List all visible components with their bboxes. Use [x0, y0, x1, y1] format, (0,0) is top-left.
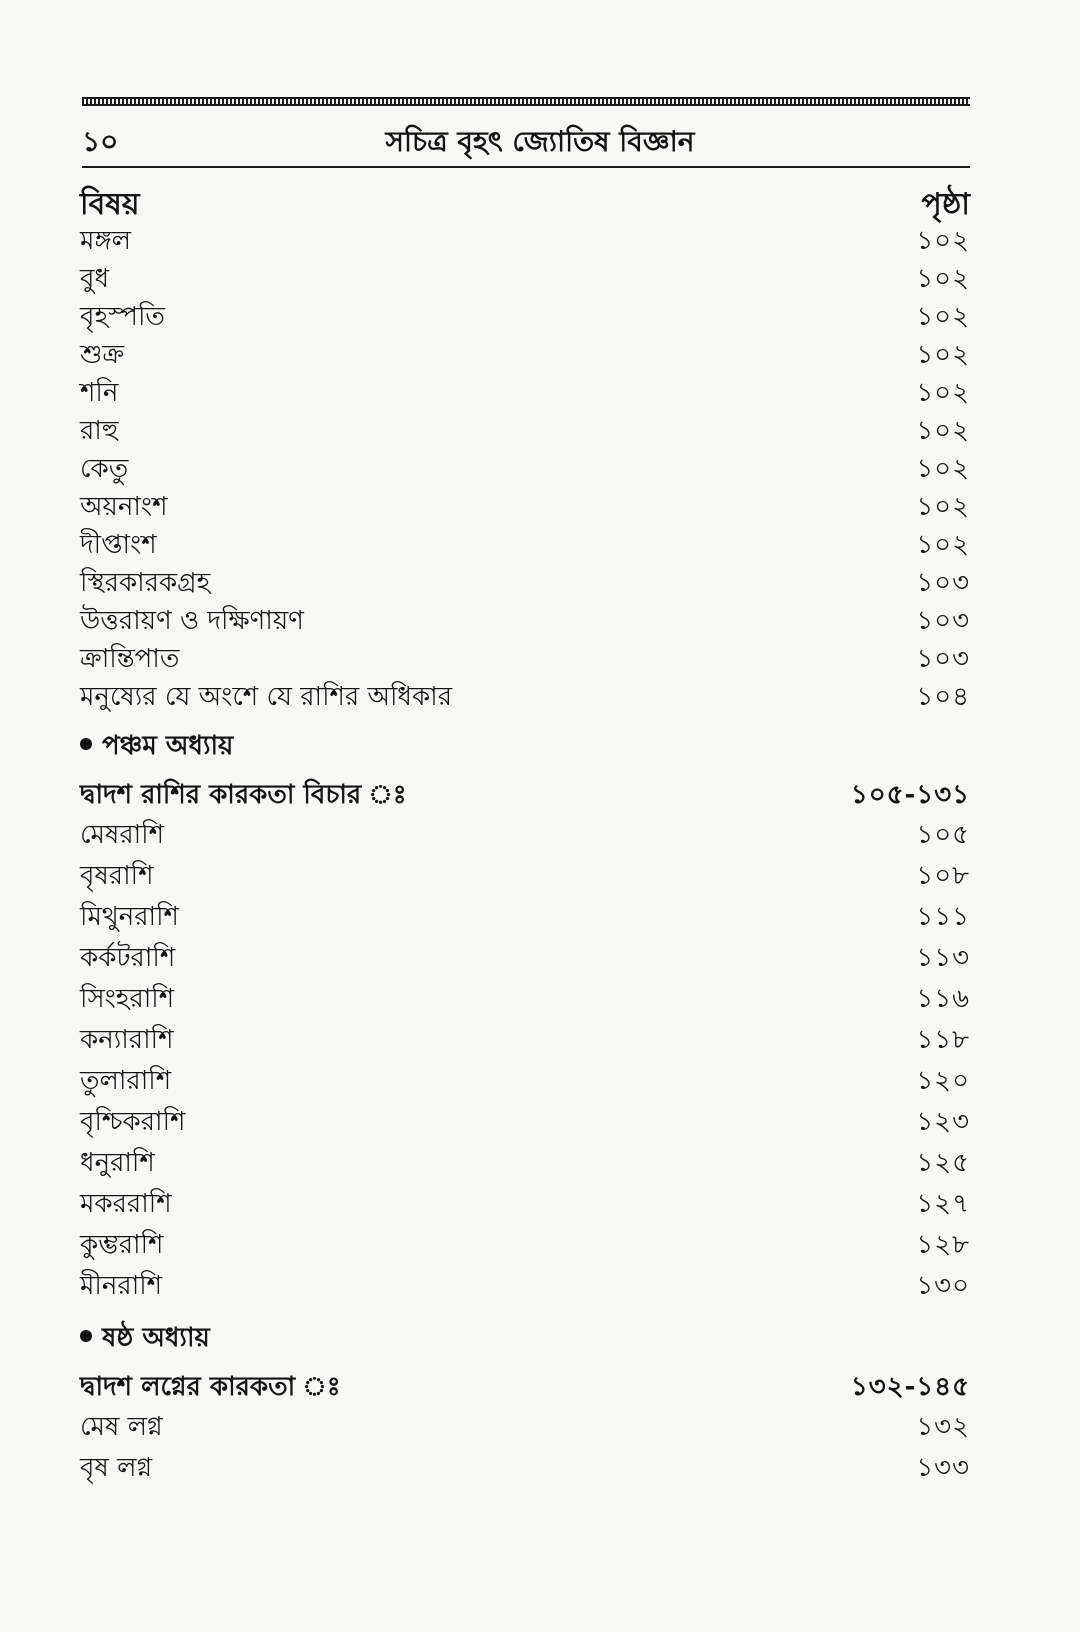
- toc-row: [80, 980, 970, 1021]
- toc-row: [80, 1103, 970, 1144]
- column-heading-subject: বিষয়: [80, 187, 140, 222]
- chapter-heading: [80, 1308, 970, 1362]
- toc-entry-page: ১০৩: [916, 644, 970, 674]
- toc-entry-page: ১১৩: [916, 943, 970, 973]
- toc-row: [80, 602, 970, 640]
- toc-row: [80, 336, 970, 374]
- toc-entry-page: ১৩০: [916, 1271, 970, 1301]
- header-dotted-rule: [82, 97, 970, 106]
- toc-entry-page: ১০২: [916, 340, 970, 370]
- toc-entry-label: মিথুনরাশি: [80, 902, 179, 932]
- toc-row: [80, 564, 970, 602]
- toc-entry-page: ১২৭: [916, 1189, 970, 1219]
- toc-row: [80, 1226, 970, 1267]
- toc-row: [80, 260, 970, 298]
- toc-entry-label: তুলারাশি: [80, 1066, 172, 1096]
- toc-row: [80, 857, 970, 898]
- toc-row: [80, 1449, 970, 1490]
- toc-entry-page: ১০৩: [916, 568, 970, 598]
- toc-entry-page: ১১৬: [916, 984, 970, 1014]
- bullet-icon: [80, 738, 92, 750]
- group-heading-label: দ্বাদশ লগ্নের কারকতা ঃ: [80, 1372, 341, 1402]
- toc-entry-label: বুধ: [80, 264, 110, 294]
- toc-entry-label: কেতু: [80, 454, 129, 484]
- toc-entry-label: বৃশ্চিকরাশি: [80, 1107, 186, 1137]
- toc-entry-label: রাহু: [80, 416, 119, 446]
- toc-row: [80, 374, 970, 412]
- toc-entry-page: ১০২: [916, 378, 970, 408]
- toc-entry-page: ১০২: [916, 226, 970, 256]
- toc-entry-label: বৃহস্পতি: [80, 302, 165, 332]
- toc-entry-page: ১১৮: [916, 1025, 970, 1055]
- toc-row: [80, 298, 970, 336]
- toc-entry-page: ১৩২: [916, 1412, 970, 1442]
- toc-row: [80, 939, 970, 980]
- toc-row: [80, 816, 970, 857]
- toc-row: [80, 1185, 970, 1226]
- toc-entry-page: ১০২: [916, 416, 970, 446]
- toc-entry-label: স্থিরকারকগ্রহ: [80, 568, 211, 598]
- toc-entry-page: ১০২: [916, 264, 970, 294]
- toc-entry-label: মেষ লগ্ন: [80, 1412, 163, 1442]
- toc-row: [80, 526, 970, 564]
- toc-entry-label: অয়নাংশ: [80, 492, 168, 522]
- toc-row: [80, 640, 970, 678]
- toc-row: [80, 222, 970, 260]
- toc-row: [80, 898, 970, 939]
- toc-group-heading: [80, 1362, 970, 1408]
- toc-entry-label: সিংহরাশি: [80, 984, 175, 1014]
- toc-entry-page: ১২৫: [916, 1148, 970, 1178]
- toc-entry-page: ১০২: [916, 492, 970, 522]
- toc-entry-label: শনি: [80, 378, 119, 408]
- toc-entry-page: ১৩৩: [916, 1453, 970, 1483]
- book-title: সচিত্র বৃহৎ জ্যোতিষ বিজ্ঞান: [385, 125, 695, 158]
- toc-entry-label: মকররাশি: [80, 1189, 172, 1219]
- toc-entry-page: ১১১: [916, 902, 970, 932]
- toc-entry-page: ১০২: [916, 302, 970, 332]
- toc-row: [80, 1267, 970, 1308]
- group-heading-page: ১০৫-১৩১: [850, 780, 970, 810]
- toc-entry-page: ১০২: [916, 454, 970, 484]
- header-divider: [82, 166, 970, 168]
- group-heading-page: ১৩২-১৪৫: [850, 1372, 970, 1402]
- toc-entry-label: বৃষ লগ্ন: [80, 1453, 153, 1483]
- chapter-heading: [80, 716, 970, 770]
- toc-row: [80, 1021, 970, 1062]
- toc-entry-label: উত্তরায়ণ ও দক্ষিণায়ণ: [80, 606, 304, 636]
- toc-entry-page: ১২৮: [916, 1230, 970, 1260]
- toc-entry-label: মীনরাশি: [80, 1271, 163, 1301]
- toc-entry-page: ১০৪: [916, 682, 970, 712]
- toc-row: [80, 1408, 970, 1449]
- bullet-icon: [80, 1330, 92, 1342]
- toc-group-heading: [80, 770, 970, 816]
- toc-entry-label: মঙ্গল: [80, 226, 132, 256]
- toc-entry-label: ক্রান্তিপাত: [80, 644, 180, 674]
- toc-entry-label: বৃষরাশি: [80, 861, 154, 891]
- toc-entry-page: ১২৩: [916, 1107, 970, 1137]
- toc-row: [80, 678, 970, 716]
- page-number: ১০: [82, 125, 119, 158]
- toc-row: [80, 412, 970, 450]
- toc-entry-page: ১০৩: [916, 606, 970, 636]
- toc-entry-page: ১০২: [916, 530, 970, 560]
- toc-row: [80, 1062, 970, 1103]
- toc-entry-page: ১২০: [916, 1066, 970, 1096]
- toc-row: [80, 1144, 970, 1185]
- toc-row: [80, 488, 970, 526]
- table-of-contents: [80, 222, 970, 1490]
- toc-entry-label: কুম্ভরাশি: [80, 1230, 164, 1260]
- toc-row: [80, 450, 970, 488]
- toc-entry-label: মেষরাশি: [80, 820, 164, 850]
- toc-entry-label: শুক্র: [80, 340, 125, 370]
- chapter-title: ষষ্ঠ অধ্যায়: [102, 1323, 210, 1353]
- toc-entry-page: ১০৮: [916, 861, 970, 891]
- toc-entry-label: দীপ্তাংশ: [80, 530, 157, 560]
- group-heading-label: দ্বাদশ রাশির কারকতা বিচার ঃ: [80, 780, 407, 810]
- column-heading-page: পৃষ্ঠা: [921, 187, 970, 222]
- toc-entry-label: কর্কটরাশি: [80, 943, 176, 973]
- chapter-title: পঞ্চম অধ্যায়: [102, 731, 234, 761]
- toc-entry-label: ধনুরাশি: [80, 1148, 155, 1178]
- toc-entry-label: মনুষ্যের যে অংশে যে রাশির অধিকার: [80, 682, 453, 712]
- toc-entry-page: ১০৫: [916, 820, 970, 850]
- toc-entry-label: কন্যারাশি: [80, 1025, 174, 1055]
